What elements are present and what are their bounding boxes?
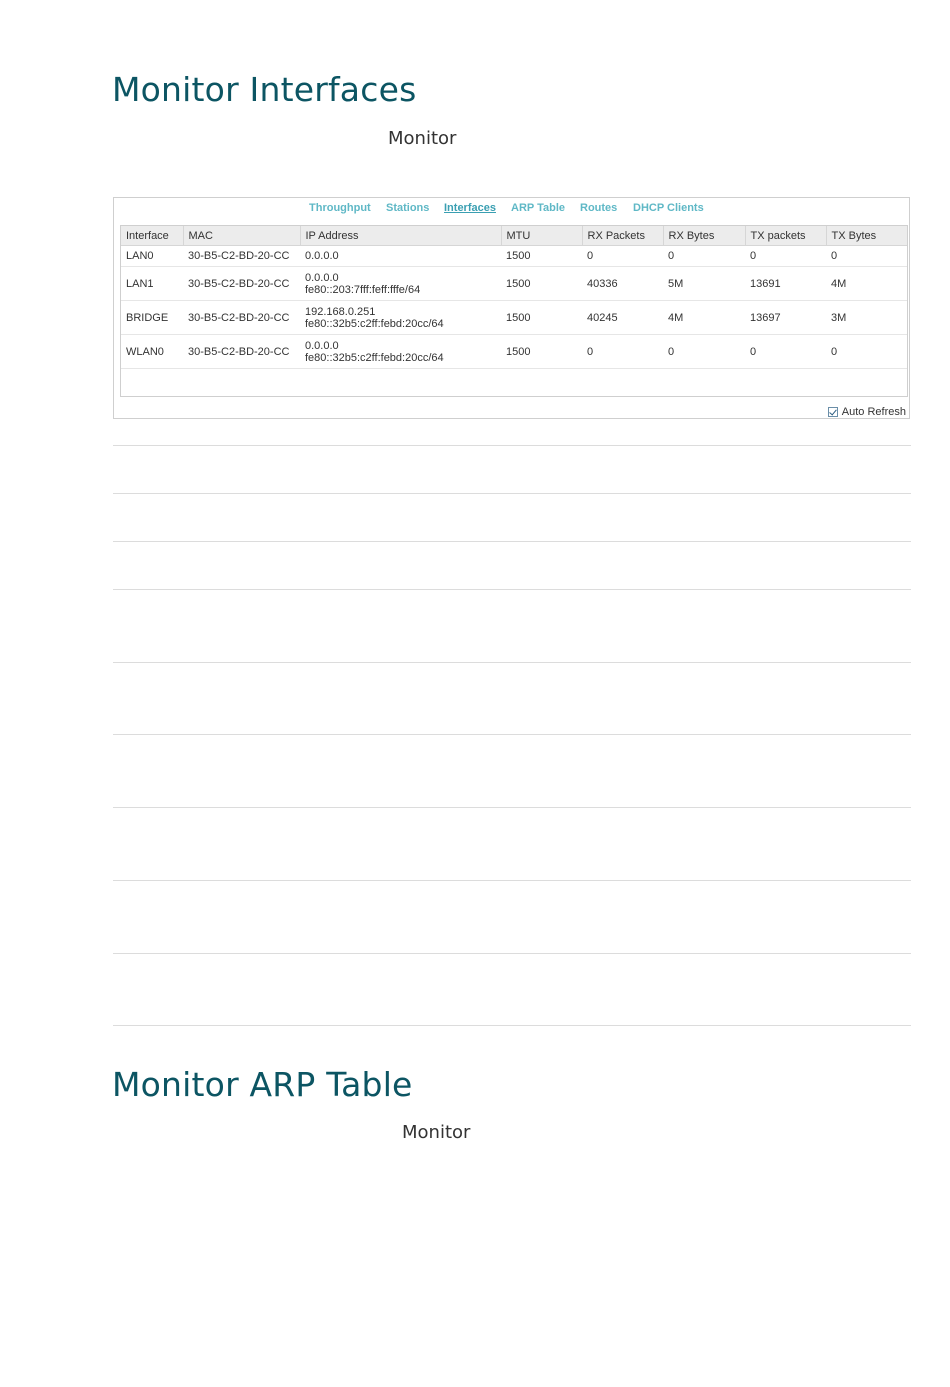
col-header-tx-bytes[interactable]: TX Bytes <box>826 226 907 246</box>
divider <box>113 807 911 808</box>
col-header-rx-bytes[interactable]: RX Bytes <box>663 226 745 246</box>
cell-mtu: 1500 <box>501 335 582 369</box>
divider <box>113 445 911 446</box>
tab-dhcp-clients[interactable]: DHCP Clients <box>633 202 704 214</box>
divider <box>113 1025 911 1026</box>
cell-interface: LAN1 <box>121 267 183 301</box>
cell-tx-bytes: 0 <box>826 246 907 267</box>
col-header-ip-address[interactable]: IP Address <box>300 226 501 246</box>
auto-refresh-label: Auto Refresh <box>841 406 906 418</box>
interfaces-screenshot <box>113 197 910 419</box>
cell-tx-bytes: 4M <box>826 267 907 301</box>
tab-interfaces[interactable]: Interfaces <box>444 202 496 214</box>
tab-arp-table[interactable]: ARP Table <box>511 202 565 214</box>
cell-rx-packets: 0 <box>582 335 663 369</box>
divider <box>113 662 911 663</box>
cell-rx-packets: 40336 <box>582 267 663 301</box>
cell-mtu: 1500 <box>501 301 582 335</box>
cell-ipv6: fe80::203:7fff:feff:fffe/64 <box>305 283 421 296</box>
col-header-rx-packets[interactable]: RX Packets <box>582 226 663 246</box>
col-header-interface[interactable]: Interface <box>121 226 183 246</box>
cell-ip <box>300 246 501 267</box>
col-header-tx-packets[interactable]: TX packets <box>745 226 826 246</box>
cell-mac: 30-B5-C2-BD-20-CC <box>183 301 300 335</box>
menu-path-label-arp: Monitor <box>402 1122 471 1143</box>
divider <box>113 880 911 881</box>
cell-rx-bytes: 0 <box>663 246 745 267</box>
cell-tx-packets: 0 <box>745 335 826 369</box>
section-title-arp-table: Monitor ARP Table <box>112 1065 413 1104</box>
table-header-row <box>121 226 907 246</box>
cell-mac: 30-B5-C2-BD-20-CC <box>183 267 300 301</box>
divider <box>113 953 911 954</box>
cell-rx-packets: 40245 <box>582 301 663 335</box>
table-row <box>121 267 907 301</box>
cell-ipv6: fe80::32b5:c2ff:febd:20cc/64 <box>305 317 444 330</box>
cell-rx-bytes: 4M <box>663 301 745 335</box>
cell-ipv4: 0.0.0.0 <box>305 271 339 284</box>
cell-rx-bytes: 0 <box>663 335 745 369</box>
table-row <box>121 301 907 335</box>
cell-ipv4: 0.0.0.0 <box>305 250 339 262</box>
table-row <box>121 335 907 369</box>
col-header-mac[interactable]: MAC <box>183 226 300 246</box>
cell-ip <box>300 301 501 335</box>
cell-ip <box>300 267 501 301</box>
cell-rx-packets: 0 <box>582 246 663 267</box>
cell-ip <box>300 335 501 369</box>
cell-mac: 30-B5-C2-BD-20-CC <box>183 246 300 267</box>
auto-refresh-toggle[interactable] <box>828 406 906 418</box>
cell-mtu: 1500 <box>501 267 582 301</box>
monitor-tabs <box>114 202 909 218</box>
cell-interface: WLAN0 <box>121 335 183 369</box>
auto-refresh-checkbox[interactable] <box>828 407 838 417</box>
tab-stations[interactable]: Stations <box>386 202 430 214</box>
table-row <box>121 246 907 267</box>
divider <box>113 734 911 735</box>
tab-routes[interactable]: Routes <box>580 202 618 214</box>
cell-interface: BRIDGE <box>121 301 183 335</box>
cell-interface: LAN0 <box>121 246 183 267</box>
cell-tx-bytes: 3M <box>826 301 907 335</box>
cell-tx-packets: 13697 <box>745 301 826 335</box>
divider <box>113 493 911 494</box>
col-header-mtu[interactable]: MTU <box>501 226 582 246</box>
cell-mtu: 1500 <box>501 246 582 267</box>
cell-rx-bytes: 5M <box>663 267 745 301</box>
cell-ipv4: 0.0.0.0 <box>305 339 339 352</box>
cell-tx-bytes: 0 <box>826 335 907 369</box>
divider <box>113 589 911 590</box>
cell-ipv4: 192.168.0.251 <box>305 305 376 318</box>
menu-path-label: Monitor <box>388 128 457 149</box>
cell-mac: 30-B5-C2-BD-20-CC <box>183 335 300 369</box>
interfaces-table <box>120 225 908 397</box>
cell-ipv6: fe80::32b5:c2ff:febd:20cc/64 <box>305 351 444 364</box>
cell-tx-packets: 13691 <box>745 267 826 301</box>
tab-throughput[interactable]: Throughput <box>309 202 371 214</box>
divider <box>113 541 911 542</box>
section-title-interfaces: Monitor Interfaces <box>112 70 417 109</box>
cell-tx-packets: 0 <box>745 246 826 267</box>
